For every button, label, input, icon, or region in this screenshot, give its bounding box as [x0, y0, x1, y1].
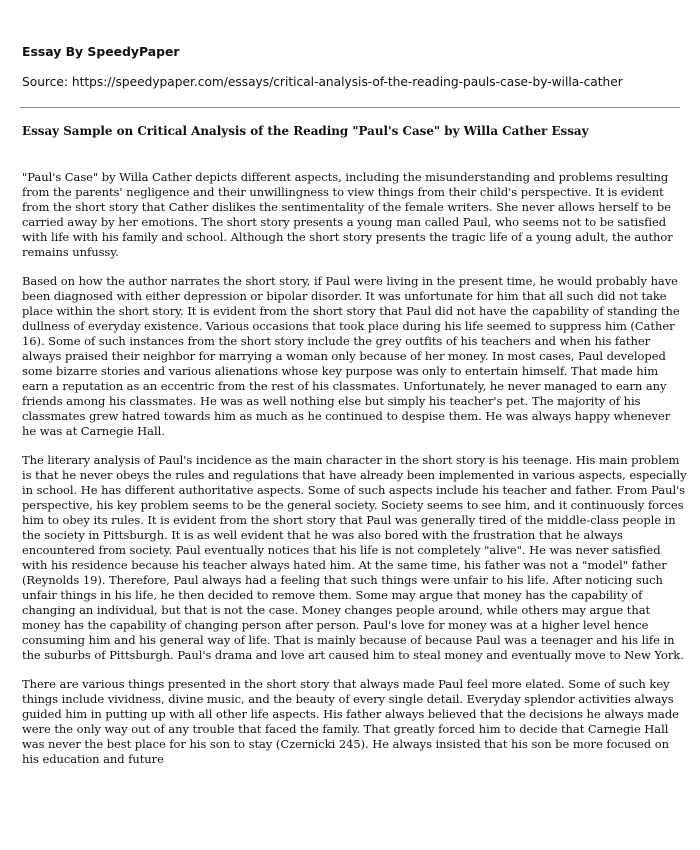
essay-title: Essay Sample on Critical Analysis of the Reading "Paul's Case" by Willa Cather Essay — [22, 124, 589, 138]
paragraph-2: Based on how the author narrates the short story, if Paul were living in the present time, he would probably have been diagnosed with either depression or bipolar disorder. It was unfortunate for him that all such did not take place within the short story. It is evident from the short story that Paul did not have the capability of standing the dullness of everyday existence. Various occasions that took place during his life seemed to suppress him (Cather 16). Some of such instances from the short story include the grey outfits of his teachers and when his father always praised their neighbor for marrying a woman only because of her money. In most cases, Paul developed some bizarre stories and various alienations whose key purpose was only to entertain himself. That made him earn a reputation as an eccentric from the rest of his classmates. Unfortunately, he never managed to earn any friends among his classmates. He was as well nothing else but simply his teacher's pet. The majority of his classmates grew hatred towards him as much as he continued to despise them. He was always happy whenever he was at Carnegie Hall. — [22, 274, 680, 438]
paragraph-1: "Paul's Case" by Willa Cather depicts different aspects, including the misunderstanding and problems resulting from the parents' negligence and their unwillingness to view things from their child's perspective. It is evident from the short story that Cather dislikes the sentimentality of the female writers. She never allows herself to be carried away by her emotions. The short story presents a young man called Paul, who seems not to be satisfied with life with his family and school. Although the short story presents the tragic life of a young adult, the author remains unfussy. — [22, 170, 673, 259]
document-header — [22, 44, 682, 90]
paragraph-3: The literary analysis of Paul's incidence as the main character in the short story is his teenage. His main problem is that he never obeys the rules and regulations that have already been implemented in various aspects, especially in school. He has different authoritative aspects. Some of such aspects include his teacher and father. From Paul's perspective, his key problem seems to be the general society. Society seems to see him, and it continuously forces him to obey its rules. It is evident from the short story that Paul was generally tired of the middle-class people in the society in Pittsburgh. It is as well evident that he was also bored with the frustration that he always encountered from society. Paul eventually notices that his life is not completely "alive". He was never satisfied with his residence because his teacher always hated him. At the same time, his father was not a "model" father (Reynolds 19). Therefore, Paul always had a feeling that such things were unfair to his life. After noticing such unfair things in his life, he then decided to remove them. Some may argue that money has the capability of changing an individual, but that is not the case. Money changes people around, while others may argue that money has the capability of changing person after person. Paul's love for money was at a higher level hence consuming him and his general way of life. That is mainly because of because Paul was a teenager and his life in the suburbs of Pittsburgh. Paul's drama and love art caused him to steal money and eventually move to New York. — [22, 453, 687, 662]
source-line: Source: https://speedypaper.com/essays/critical-analysis-of-the-reading-pauls-case-by-willa-cather — [22, 75, 623, 89]
header-divider — [20, 107, 680, 108]
site-title: Essay By SpeedyPaper — [22, 44, 180, 59]
essay-body — [22, 170, 687, 781]
paragraph-4: There are various things presented in the short story that always made Paul feel more elated. Some of such key things include vividness, divine music, and the beauty of every single detail. Everyday splendor activities always guided him in putting up with all other life aspects. His father always believed that the decisions he always made were the only way out of any trouble that faced the family. That greatly forced him to decide that Carnegie Hall was never the best place for his son to stay (Czernicki 245). He always insisted that his son be more focused on his education and future — [22, 677, 679, 766]
